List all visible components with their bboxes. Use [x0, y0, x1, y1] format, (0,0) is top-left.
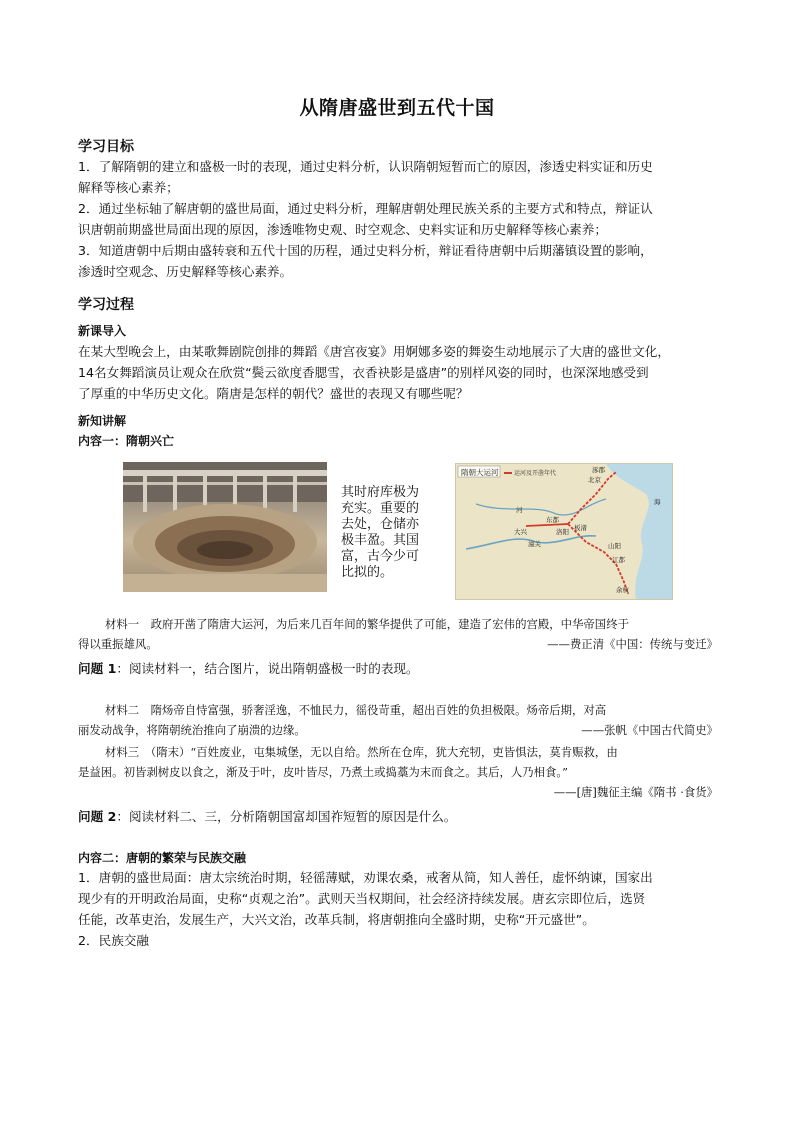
caption-line-2: 充实。重要的 [341, 501, 420, 516]
new-knowledge-heading: 新知讲解 [78, 414, 127, 428]
material-2-source: ——张帆《中国古代简史》 [581, 723, 718, 737]
map-label-sea: 海 [654, 498, 661, 506]
map-label-shanyang: 山阳 [608, 542, 621, 550]
content-2-line-4: 2．民族交融 [78, 933, 149, 948]
goal-3-line-1: 3．知道唐朝中后期由盛转衰和五代十国的历程，通过史料分析，辩证看待唐朝中后期藩镇设置的影响， [78, 243, 653, 258]
content-2-heading: 内容二：唐朝的繁荣与民族交融 [78, 851, 247, 865]
granary-photo [123, 462, 327, 592]
question-1-text: ：阅读材料一，结合图片，说出隋朝盛极一时的表现。 [116, 661, 419, 676]
caption-line-6: 比拟的。 [341, 565, 394, 580]
map-label-banzhu: 板渚 [574, 524, 587, 532]
grand-canal-map [455, 463, 673, 600]
map-label-luoyang: 洛阳 [556, 528, 569, 536]
content-2-line-2: 现少有的开明政治局面，史称“贞观之治”。武则天当权期间，社会经济持续发展。唐玄宗即位后，选贤 [78, 891, 646, 906]
goal-1-line-2: 解释等核心素养； [78, 180, 179, 195]
goal-2-line-1: 2．通过坐标轴了解唐朝的盛世局面，通过史料分析，理解唐朝处理民族关系的主要方式和特点，辩证认 [78, 201, 653, 216]
material-3-line-1: 材料三 （隋末）“百姓废业，屯集城堡，无以自给。然所在仓库，犹大充牣，吏皆惧法，莫肯赈救，由 [105, 745, 618, 759]
content-2-body [78, 867, 718, 951]
process-heading: 学习过程 [78, 297, 134, 313]
question-2 [78, 806, 718, 827]
intro-line-1: 在某大型晚会上，由某歌舞剧院创排的舞蹈《唐宫夜宴》用婀娜多姿的舞姿生动地展示了大唐的盛世文化， [78, 344, 670, 359]
map-label-dongdu: 东都 [546, 516, 559, 524]
map-label-river: 河 [516, 506, 523, 514]
map-label-beijing: 北京 [588, 476, 601, 484]
map-label-jiangdu: 江都 [612, 556, 625, 564]
goal-3-line-2: 渗透时空观念、历史解释等核心素养。 [78, 264, 293, 279]
caption-line-4: 极丰盈。其国 [341, 533, 420, 548]
goal-2-line-2: 识唐朝前期盛世局面出现的原因，渗透唯物史观、时空观念、史料实证和历史解释等核心素养； [78, 222, 607, 237]
content-2-line-1: 1．唐朝的盛世局面：唐太宗统治时期，轻徭薄赋，劝课农桑，戒奢从简，知人善任，虚怀纳谏，国家出 [78, 870, 653, 885]
goals-list [78, 156, 718, 282]
caption-line-3: 去处，仓储亦 [341, 517, 420, 532]
content-2-line-3: 任能，改革吏治，发展生产，大兴文治，改革兵制，将唐朝推向全盛时期，史称“开元盛世”。 [78, 912, 595, 927]
intro-line-2: 14名女舞蹈演员让观众在欣赏“鬓云欲度香腮雪，衣香袂影是盛唐”的别样风姿的同时，也深深地感受到 [78, 365, 649, 380]
intro-line-3: 了厚重的中华历史文化。隋唐是怎样的朝代？盛世的表现又有哪些呢？ [78, 386, 469, 401]
caption-line-1: 其时府库极为 [341, 485, 420, 500]
goals-heading: 学习目标 [78, 139, 134, 155]
canal-map-illustration [456, 464, 672, 599]
caption-line-5: 富，古今少可 [341, 549, 420, 564]
map-legend: 运河及开凿年代 [514, 470, 557, 477]
map-label-daxing: 大兴 [514, 528, 527, 536]
material-1-line-2: 得以重振雄风。 [78, 637, 158, 651]
photo-caption [341, 485, 441, 581]
map-label-yuhang: 余杭 [616, 586, 629, 594]
intro-heading: 新课导入 [78, 324, 127, 338]
material-1-source: ——费正清《中国：传统与变迁》 [547, 637, 718, 651]
goal-1-line-1: 1．了解隋朝的建立和盛极一时的表现，通过史料分析，认识隋朝短暂而亡的原因，渗透史料实证和历史 [78, 159, 653, 174]
material-2-line-2: 丽发动战争，将隋朝统治推向了崩溃的边缘。 [78, 723, 306, 737]
material-1-line-1: 材料一 政府开凿了隋唐大运河，为后来几百年间的繁华提供了可能，建造了宏伟的宫殿，中华帝国终于 [105, 617, 629, 631]
material-3-line-2: 是益困。初皆剥树皮以食之，渐及于叶，皮叶皆尽，乃煮土或捣藁为末而食之。其后，人乃相食。” [78, 765, 568, 779]
page-title: 从隋唐盛世到五代十国 [299, 97, 495, 119]
granary-illustration [123, 462, 327, 592]
material-3-source: ——[唐]魏征主编《隋书 ·食货》 [553, 785, 718, 799]
question-1 [78, 658, 718, 679]
map-title: 隋朝大运河 [461, 468, 499, 477]
map-label-tongguan: 潼关 [528, 540, 541, 548]
intro-paragraph [78, 341, 718, 404]
question-2-label: 问题 2 [78, 809, 117, 824]
map-label-zhuojun: 涿郡 [592, 466, 605, 474]
material-2-line-1: 材料二 隋炀帝自恃富强，骄奢淫逸，不恤民力，徭役苛重，超出百姓的负担极限。炀帝后期，对高 [105, 703, 607, 717]
content-1-heading: 内容一：隋朝兴亡 [78, 434, 175, 448]
question-1-label: 问题 1 [78, 661, 117, 676]
material-3 [78, 742, 718, 782]
question-2-text: ：阅读材料二、三，分析隋朝国富却国祚短暂的原因是什么。 [116, 809, 457, 824]
